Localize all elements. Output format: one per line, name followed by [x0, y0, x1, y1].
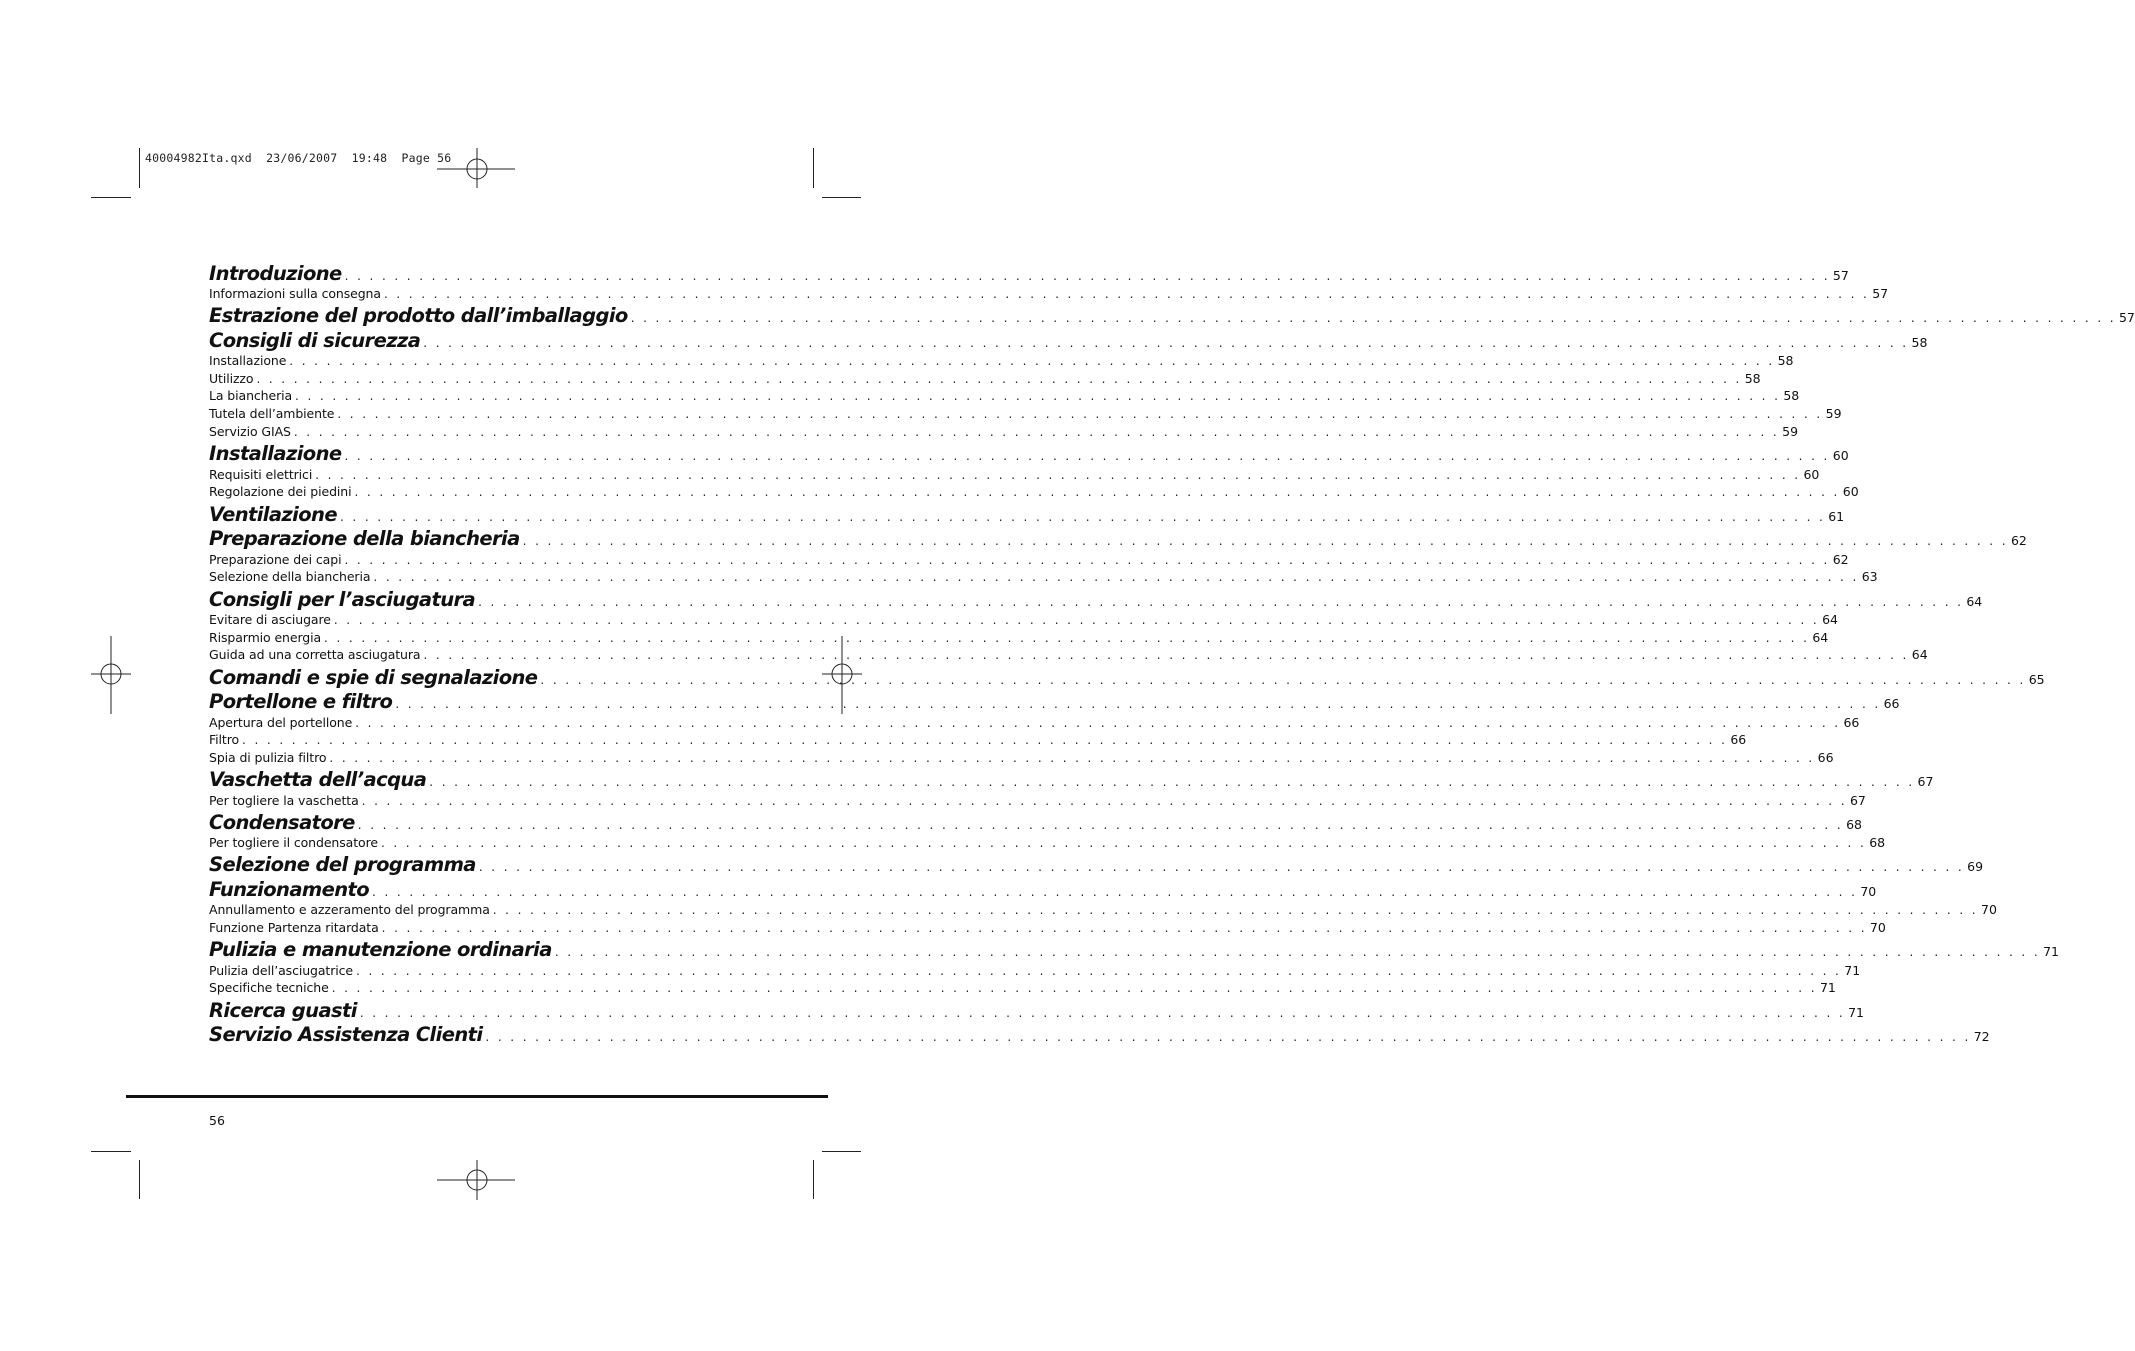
toc-leader-dots: . . . . . . . . . . . . . . . . . . . . . . . . . . . . . . . . . . . . . . . . . . . . . . . . . . . . . . . . . . . . . . . . . . . . . . . . . . . . . . . . . . . . . . . . . . . . . . . . . . . . . . . . . . . . . . . . . . . . . . . . [344, 552, 1830, 567]
toc-leader-dots: . . . . . . . . . . . . . . . . . . . . . . . . . . . . . . . . . . . . . . . . . . . . . . . . . . . . . . . . . . . . . . . . . . . . . . . . . . . . . . . . . . . . . . . . . . . . . . . . . . . . . . . . . . . . . . . . . . . . . . . . [554, 945, 2041, 960]
crop-mark [813, 148, 814, 188]
toc-page-number: 66 [1843, 714, 1860, 730]
toc-page-number: 58 [1911, 334, 1928, 350]
toc-section[interactable] [209, 665, 2045, 690]
toc-leader-dots: . . . . . . . . . . . . . . . . . . . . . . . . . . . . . . . . . . . . . . . . . . . . . . . . . . . . . . . . . . . . . . . . . . . . . . . . . . . . . . . . . . . . . . . . . . . . . . . . . . . . . . . . . . . . . . . . . . . . . . . . [344, 268, 1830, 283]
print-slug: 40004982Ita.qxd 23/06/2007 19:48 Page 56 [145, 151, 452, 165]
toc-leader-dots: . . . . . . . . . . . . . . . . . . . . . . . . . . . . . . . . . . . . . . . . . . . . . . . . . . . . . . . . . . . . . . . . . . . . . . . . . . . . . . . . . . . . . . . . . . . . . . . . . . . . . . . . . . . . . . . . . . . . . . . . [485, 1030, 1971, 1045]
toc-section-title: Funzionamento [209, 878, 370, 902]
toc-leader-dots: . . . . . . . . . . . . . . . . . . . . . . . . . . . . . . . . . . . . . . . . . . . . . . . . . . . . . . . . . . . . . . . . . . . . . . . . . . . . . . . . . . . . . . . . . . . . . . . . . . . . . . . . . . . . . . . . . . . . . . . . [423, 335, 1909, 350]
toc-page-number: 57 [1832, 267, 1849, 283]
toc-section-title: Pulizia e manutenzione ordinaria [209, 938, 552, 962]
toc-page-number: 71 [1848, 1004, 1864, 1020]
toc-leader-dots: . . . . . . . . . . . . . . . . . . . . . . . . . . . . . . . . . . . . . . . . . . . . . . . . . . . . . . . . . . . . . . . . . . . . . . . . . . . . . . . . . . . . . . . . . . . . . . . . . . . . . . . . . . . . . . . . . . . . . . . . [331, 981, 1817, 996]
toc-section[interactable] [209, 303, 2135, 328]
toc-section[interactable] [209, 1023, 1990, 1047]
toc-entry[interactable] [209, 611, 1839, 630]
toc-leader-dots: . . . . . . . . . . . . . . . . . . . . . . . . . . . . . . . . . . . . . . . . . . . . . . . . . . . . . . . . . . . . . . . . . . . . . . . . . . . . . . . . . . . . . . . . . . . . . . . . . . . . . . . . . . . . . . . . . . . . . . . . [356, 963, 1842, 978]
footer-rule [126, 1095, 828, 1098]
toc-leader-dots: . . . . . . . . . . . . . . . . . . . . . . . . . . . . . . . . . . . . . . . . . . . . . . . . . . . . . . . . . . . . . . . . . . . . . . . . . . . . . . . . . . . . . . . . . . . . . . . . . . . . . . . . . . . . . . . . . . . . . . . . [256, 371, 1742, 386]
toc-page-number: 67 [1849, 792, 1866, 808]
toc-entry[interactable] [209, 902, 1997, 920]
toc-entry[interactable] [209, 424, 1799, 442]
page-number: 56 [209, 1113, 225, 1128]
toc-leader-dots: . . . . . . . . . . . . . . . . . . . . . . . . . . . . . . . . . . . . . . . . . . . . . . . . . . . . . . . . . . . . . . . . . . . . . . . . . . . . . . . . . . . . . . . . . . . . . . . . . . . . . . . . . . . . . . . . . . . . . . . . [381, 921, 1867, 936]
toc-section[interactable] [209, 690, 1900, 714]
crop-mark [139, 1160, 140, 1199]
toc-leader-dots: . . . . . . . . . . . . . . . . . . . . . . . . . . . . . . . . . . . . . . . . . . . . . . . . . . . . . . . . . . . . . . . . . . . . . . . . . . . . . . . . . . . . . . . . . . . . . . . . . . . . . . . . . . . . . . . . . . . . . . . . [295, 389, 1781, 404]
toc-section[interactable] [209, 442, 1849, 466]
toc-leader-dots: . . . . . . . . . . . . . . . . . . . . . . . . . . . . . . . . . . . . . . . . . . . . . . . . . . . . . . . . . . . . . . . . . . . . . . . . . . . . . . . . . . . . . . . . . . . . . . . . . . . . . . . . . . . . . . . . . . . . . . . . [344, 449, 1830, 464]
toc-section[interactable] [209, 810, 1862, 835]
toc-page-number: 71 [2043, 944, 2059, 960]
toc-section-title: Comandi e spie di segnalazione [209, 665, 538, 689]
toc-entry[interactable] [209, 285, 1889, 304]
toc-leader-dots: . . . . . . . . . . . . . . . . . . . . . . . . . . . . . . . . . . . . . . . . . . . . . . . . . . . . . . . . . . . . . . . . . . . . . . . . . . . . . . . . . . . . . . . . . . . . . . . . . . . . . . . . . . . . . . . . . . . . . . . . [540, 672, 2026, 687]
toc-page-number: 58 [1744, 370, 1761, 386]
toc-entry-label: Selezione della biancheria [209, 569, 371, 585]
toc-leader-dots: . . . . . . . . . . . . . . . . . . . . . . . . . . . . . . . . . . . . . . . . . . . . . . . . . . . . . . . . . . . . . . . . . . . . . . . . . . . . . . . . . . . . . . . . . . . . . . . . . . . . . . . . . . . . . . . . . . . . . . . . [478, 860, 1965, 875]
toc-page-number: 59 [1825, 406, 1842, 422]
toc-page-number: 65 [2028, 671, 2045, 687]
toc-leader-dots: . . . . . . . . . . . . . . . . . . . . . . . . . . . . . . . . . . . . . . . . . . . . . . . . . . . . . . . . . . . . . . . . . . . . . . . . . . . . . . . . . . . . . . . . . . . . . . . . . . . . . . . . . . . . . . . . . . . . . . . . [315, 467, 1801, 482]
toc-page-number: 71 [1819, 980, 1836, 996]
toc-page-number: 69 [1967, 859, 1984, 875]
toc-section-title: Ricerca guasti [209, 998, 357, 1022]
toc-leader-dots: . . . . . . . . . . . . . . . . . . . . . . . . . . . . . . . . . . . . . . . . . . . . . . . . . . . . . . . . . . . . . . . . . . . . . . . . . . . . . . . . . . . . . . . . . . . . . . . . . . . . . . . . . . . . . . . . . . . . . . . . [337, 407, 1823, 422]
toc-leader-dots: . . . . . . . . . . . . . . . . . . . . . . . . . . . . . . . . . . . . . . . . . . . . . . . . . . . . . . . . . . . . . . . . . . . . . . . . . . . . . . . . . . . . . . . . . . . . . . . . . . . . . . . . . . . . . . . . . . . . . . . . [372, 885, 1858, 900]
toc-entry[interactable] [209, 352, 1794, 371]
toc-page-number: 57 [1872, 285, 1889, 301]
toc-leader-dots: . . . . . . . . . . . . . . . . . . . . . . . . . . . . . . . . . . . . . . . . . . . . . . . . . . . . . . . . . . . . . . . . . . . . . . . . . . . . . . . . . . . . . . . . . . . . . . . . . . . . . . . . . . . . . . . . . . . . . . . . [380, 836, 1867, 851]
toc-page-number: 70 [1860, 884, 1877, 900]
toc-section-title: Servizio Assistenza Clienti [209, 1023, 483, 1047]
toc-section-title: Portellone e filtro [209, 690, 393, 714]
toc-section-title: Consigli di sicurezza [209, 328, 421, 352]
toc-entry-label: Evitare di asciugare [209, 611, 331, 627]
toc-entry[interactable] [209, 484, 1859, 502]
toc-page-number: 64 [1911, 647, 1928, 663]
registration-mark-top [437, 148, 517, 188]
toc-section-title: Installazione [209, 442, 342, 466]
toc-section[interactable] [209, 527, 2027, 551]
crop-mark [813, 1160, 814, 1199]
toc-entry-label: Requisiti elettrici [209, 466, 313, 482]
toc-entry[interactable] [209, 835, 1886, 853]
toc-leader-dots: . . . . . . . . . . . . . . . . . . . . . . . . . . . . . . . . . . . . . . . . . . . . . . . . . . . . . . . . . . . . . . . . . . . . . . . . . . . . . . . . . . . . . . . . . . . . . . . . . . . . . . . . . . . . . . . . . . . . . . . . [339, 509, 1826, 524]
toc-page-number: 58 [1783, 388, 1800, 404]
toc-page-number: 70 [1869, 920, 1886, 936]
toc-page-number: 60 [1842, 484, 1859, 500]
crop-mark [139, 148, 140, 188]
toc-section-title: Introduzione [209, 261, 342, 285]
toc-entry[interactable] [209, 750, 1834, 768]
toc-page-number: 64 [1812, 629, 1829, 645]
toc-section[interactable] [209, 878, 1877, 902]
toc-page-number: 57 [2118, 309, 2135, 325]
toc-leader-dots: . . . . . . . . . . . . . . . . . . . . . . . . . . . . . . . . . . . . . . . . . . . . . . . . . . . . . . . . . . . . . . . . . . . . . . . . . . . . . . . . . . . . . . . . . . . . . . . . . . . . . . . . . . . . . . . . . . . . . . . . [242, 733, 1728, 748]
toc-entry[interactable] [209, 406, 1842, 424]
toc-section[interactable] [209, 328, 1928, 353]
toc-leader-dots: . . . . . . . . . . . . . . . . . . . . . . . . . . . . . . . . . . . . . . . . . . . . . . . . . . . . . . . . . . . . . . . . . . . . . . . . . . . . . . . . . . . . . . . . . . . . . . . . . . . . . . . . . . . . . . . . . . . . . . . . [373, 570, 1859, 585]
registration-mark-left [91, 636, 131, 714]
toc-entry-label: Specifiche tecniche [209, 980, 329, 996]
toc-page-number: 63 [1861, 569, 1878, 585]
toc-section-title: Preparazione della biancheria [209, 527, 520, 551]
toc-leader-dots: . . . . . . . . . . . . . . . . . . . . . . . . . . . . . . . . . . . . . . . . . . . . . . . . . . . . . . . . . . . . . . . . . . . . . . . . . . . . . . . . . . . . . . . . . . . . . . . . . . . . . . . . . . . . . . . . . . . . . . . . [395, 697, 1881, 712]
toc-entry-label: La biancheria [209, 388, 293, 404]
toc-section[interactable] [209, 768, 1934, 792]
toc-section-title: Selezione del programma [209, 853, 476, 877]
toc-page-number: 70 [1981, 902, 1997, 918]
toc-entry-label: Filtro [209, 732, 240, 748]
toc-entry-label: Regolazione dei piedini [209, 484, 352, 500]
toc-leader-dots: . . . . . . . . . . . . . . . . . . . . . . . . . . . . . . . . . . . . . . . . . . . . . . . . . . . . . . . . . . . . . . . . . . . . . . . . . . . . . . . . . . . . . . . . . . . . . . . . . . . . . . . . . . . . . . . . . . . . . . . . [359, 1005, 1846, 1020]
toc-entry[interactable] [209, 629, 1829, 648]
toc-page-number: 58 [1777, 352, 1794, 368]
toc-page-number: 64 [1822, 611, 1839, 627]
toc-leader-dots: . . . . . . . . . . . . . . . . . . . . . . . . . . . . . . . . . . . . . . . . . . . . . . . . . . . . . . . . . . . . . . . . . . . . . . . . . . . . . . . . . . . . . . . . . . . . . . . . . . . . . . . . . . . . . . . . . . . . . . . . [423, 648, 1909, 663]
toc-section-title: Consigli per l’asciugatura [209, 587, 476, 611]
toc-entry-label: Spia di pulizia filtro [209, 750, 327, 766]
toc-entry-label: Risparmio energia [209, 629, 322, 645]
toc-entry[interactable] [209, 388, 1800, 406]
toc-entry-label: Tutela dell’ambiente [209, 406, 335, 422]
toc-section-title: Vaschetta dell’acqua [209, 768, 427, 792]
crop-mark [822, 1151, 861, 1152]
toc-page-number: 62 [1832, 551, 1849, 567]
toc-page-number: 66 [1730, 732, 1747, 748]
toc-entry[interactable] [209, 551, 1849, 570]
toc-section-title: Ventilazione [209, 502, 337, 526]
toc-page-number: 72 [1973, 1029, 1990, 1045]
toc-entry[interactable] [209, 792, 1866, 811]
toc-entry[interactable] [209, 714, 1860, 733]
toc-page-number: 66 [1883, 696, 1900, 712]
crop-mark [91, 197, 131, 198]
crop-mark [822, 197, 861, 198]
toc-page-number: 68 [1869, 835, 1886, 851]
toc-leader-dots: . . . . . . . . . . . . . . . . . . . . . . . . . . . . . . . . . . . . . . . . . . . . . . . . . . . . . . . . . . . . . . . . . . . . . . . . . . . . . . . . . . . . . . . . . . . . . . . . . . . . . . . . . . . . . . . . . . . . . . . . [429, 775, 1915, 790]
toc-section[interactable] [209, 998, 1864, 1023]
toc-leader-dots: . . . . . . . . . . . . . . . . . . . . . . . . . . . . . . . . . . . . . . . . . . . . . . . . . . . . . . . . . . . . . . . . . . . . . . . . . . . . . . . . . . . . . . . . . . . . . . . . . . . . . . . . . . . . . . . . . . . . . . . . [329, 751, 1815, 766]
toc-section-title: Condensatore [209, 810, 355, 834]
toc-page-number: 66 [1817, 750, 1834, 766]
toc-entry-label: Per togliere la vaschetta [209, 792, 359, 808]
toc-entry-label: Per togliere il condensatore [209, 835, 378, 851]
toc-page-number: 60 [1832, 448, 1849, 464]
toc-leader-dots: . . . . . . . . . . . . . . . . . . . . . . . . . . . . . . . . . . . . . . . . . . . . . . . . . . . . . . . . . . . . . . . . . . . . . . . . . . . . . . . . . . . . . . . . . . . . . . . . . . . . . . . . . . . . . . . . . . . . . . . . [355, 715, 1841, 730]
toc-page-number: 68 [1846, 816, 1862, 832]
toc-entry[interactable] [209, 647, 1928, 665]
toc-entry-label: Apertura del portellone [209, 714, 353, 730]
toc-entry-label: Guida ad una corretta asciugatura [209, 647, 421, 663]
table-of-contents [209, 261, 2135, 1048]
toc-entry[interactable] [209, 466, 1820, 485]
toc-entry-label: Utilizzo [209, 370, 254, 386]
toc-leader-dots: . . . . . . . . . . . . . . . . . . . . . . . . . . . . . . . . . . . . . . . . . . . . . . . . . . . . . . . . . . . . . . . . . . . . . . . . . . . . . . . . . . . . . . . . . . . . . . . . . . . . . . . . . . . . . . . . . . . . . . . . [354, 485, 1840, 500]
toc-page-number: 71 [1844, 962, 1861, 978]
toc-entry-label: Installazione [209, 352, 287, 368]
toc-section[interactable] [209, 261, 1849, 286]
toc-entry-label: Servizio GIAS [209, 424, 291, 440]
toc-entry[interactable] [209, 962, 1861, 981]
toc-leader-dots: . . . . . . . . . . . . . . . . . . . . . . . . . . . . . . . . . . . . . . . . . . . . . . . . . . . . . . . . . . . . . . . . . . . . . . . . . . . . . . . . . . . . . . . . . . . . . . . . . . . . . . . . . . . . . . . . . . . . . . . . [361, 793, 1847, 808]
toc-entry[interactable] [209, 980, 1836, 998]
toc-leader-dots: . . . . . . . . . . . . . . . . . . . . . . . . . . . . . . . . . . . . . . . . . . . . . . . . . . . . . . . . . . . . . . . . . . . . . . . . . . . . . . . . . . . . . . . . . . . . . . . . . . . . . . . . . . . . . . . . . . . . . . . . [333, 612, 1820, 627]
toc-entry[interactable] [209, 569, 1878, 587]
registration-mark-bottom [437, 1160, 517, 1200]
crop-mark [91, 1151, 131, 1152]
toc-leader-dots: . . . . . . . . . . . . . . . . . . . . . . . . . . . . . . . . . . . . . . . . . . . . . . . . . . . . . . . . . . . . . . . . . . . . . . . . . . . . . . . . . . . . . . . . . . . . . . . . . . . . . . . . . . . . . . . . . . . . . . . . [630, 310, 2116, 325]
toc-leader-dots: . . . . . . . . . . . . . . . . . . . . . . . . . . . . . . . . . . . . . . . . . . . . . . . . . . . . . . . . . . . . . . . . . . . . . . . . . . . . . . . . . . . . . . . . . . . . . . . . . . . . . . . . . . . . . . . . . . . . . . . . [478, 594, 1964, 609]
toc-section[interactable] [209, 587, 1983, 612]
toc-leader-dots: . . . . . . . . . . . . . . . . . . . . . . . . . . . . . . . . . . . . . . . . . . . . . . . . . . . . . . . . . . . . . . . . . . . . . . . . . . . . . . . . . . . . . . . . . . . . . . . . . . . . . . . . . . . . . . . . . . . . . . . . [293, 425, 1780, 440]
toc-entry[interactable] [209, 732, 1747, 750]
toc-entry-label: Preparazione dei capi [209, 551, 342, 567]
toc-page-number: 59 [1782, 424, 1799, 440]
toc-section-title: Estrazione del prodotto dall’imballaggio [209, 303, 628, 327]
toc-page-number: 62 [2010, 533, 2027, 549]
toc-leader-dots: . . . . . . . . . . . . . . . . . . . . . . . . . . . . . . . . . . . . . . . . . . . . . . . . . . . . . . . . . . . . . . . . . . . . . . . . . . . . . . . . . . . . . . . . . . . . . . . . . . . . . . . . . . . . . . . . . . . . . . . . [522, 534, 2008, 549]
toc-entry[interactable] [209, 920, 1886, 938]
toc-leader-dots: . . . . . . . . . . . . . . . . . . . . . . . . . . . . . . . . . . . . . . . . . . . . . . . . . . . . . . . . . . . . . . . . . . . . . . . . . . . . . . . . . . . . . . . . . . . . . . . . . . . . . . . . . . . . . . . . . . . . . . . . [289, 353, 1775, 368]
toc-entry-label: Pulizia dell’asciugatrice [209, 962, 354, 978]
toc-section[interactable] [209, 938, 2059, 962]
toc-page-number: 61 [1828, 508, 1845, 524]
toc-entry-label: Informazioni sulla consegna [209, 285, 381, 301]
toc-section[interactable] [209, 853, 1984, 877]
toc-leader-dots: . . . . . . . . . . . . . . . . . . . . . . . . . . . . . . . . . . . . . . . . . . . . . . . . . . . . . . . . . . . . . . . . . . . . . . . . . . . . . . . . . . . . . . . . . . . . . . . . . . . . . . . . . . . . . . . . . . . . . . . . [383, 286, 1870, 301]
toc-page-number: 60 [1803, 466, 1820, 482]
toc-entry-label: Funzione Partenza ritardata [209, 920, 379, 936]
toc-entry-label: Annullamento e azzeramento del programma [209, 902, 490, 918]
toc-page-number: 67 [1917, 774, 1934, 790]
toc-section[interactable] [209, 502, 1845, 527]
toc-page-number: 64 [1966, 593, 1983, 609]
toc-entry[interactable] [209, 370, 1761, 389]
toc-leader-dots: . . . . . . . . . . . . . . . . . . . . . . . . . . . . . . . . . . . . . . . . . . . . . . . . . . . . . . . . . . . . . . . . . . . . . . . . . . . . . . . . . . . . . . . . . . . . . . . . . . . . . . . . . . . . . . . . . . . . . . . . [492, 903, 1979, 918]
toc-leader-dots: . . . . . . . . . . . . . . . . . . . . . . . . . . . . . . . . . . . . . . . . . . . . . . . . . . . . . . . . . . . . . . . . . . . . . . . . . . . . . . . . . . . . . . . . . . . . . . . . . . . . . . . . . . . . . . . . . . . . . . . . [324, 630, 1810, 645]
toc-leader-dots: . . . . . . . . . . . . . . . . . . . . . . . . . . . . . . . . . . . . . . . . . . . . . . . . . . . . . . . . . . . . . . . . . . . . . . . . . . . . . . . . . . . . . . . . . . . . . . . . . . . . . . . . . . . . . . . . . . . . . . . . [357, 817, 1844, 832]
